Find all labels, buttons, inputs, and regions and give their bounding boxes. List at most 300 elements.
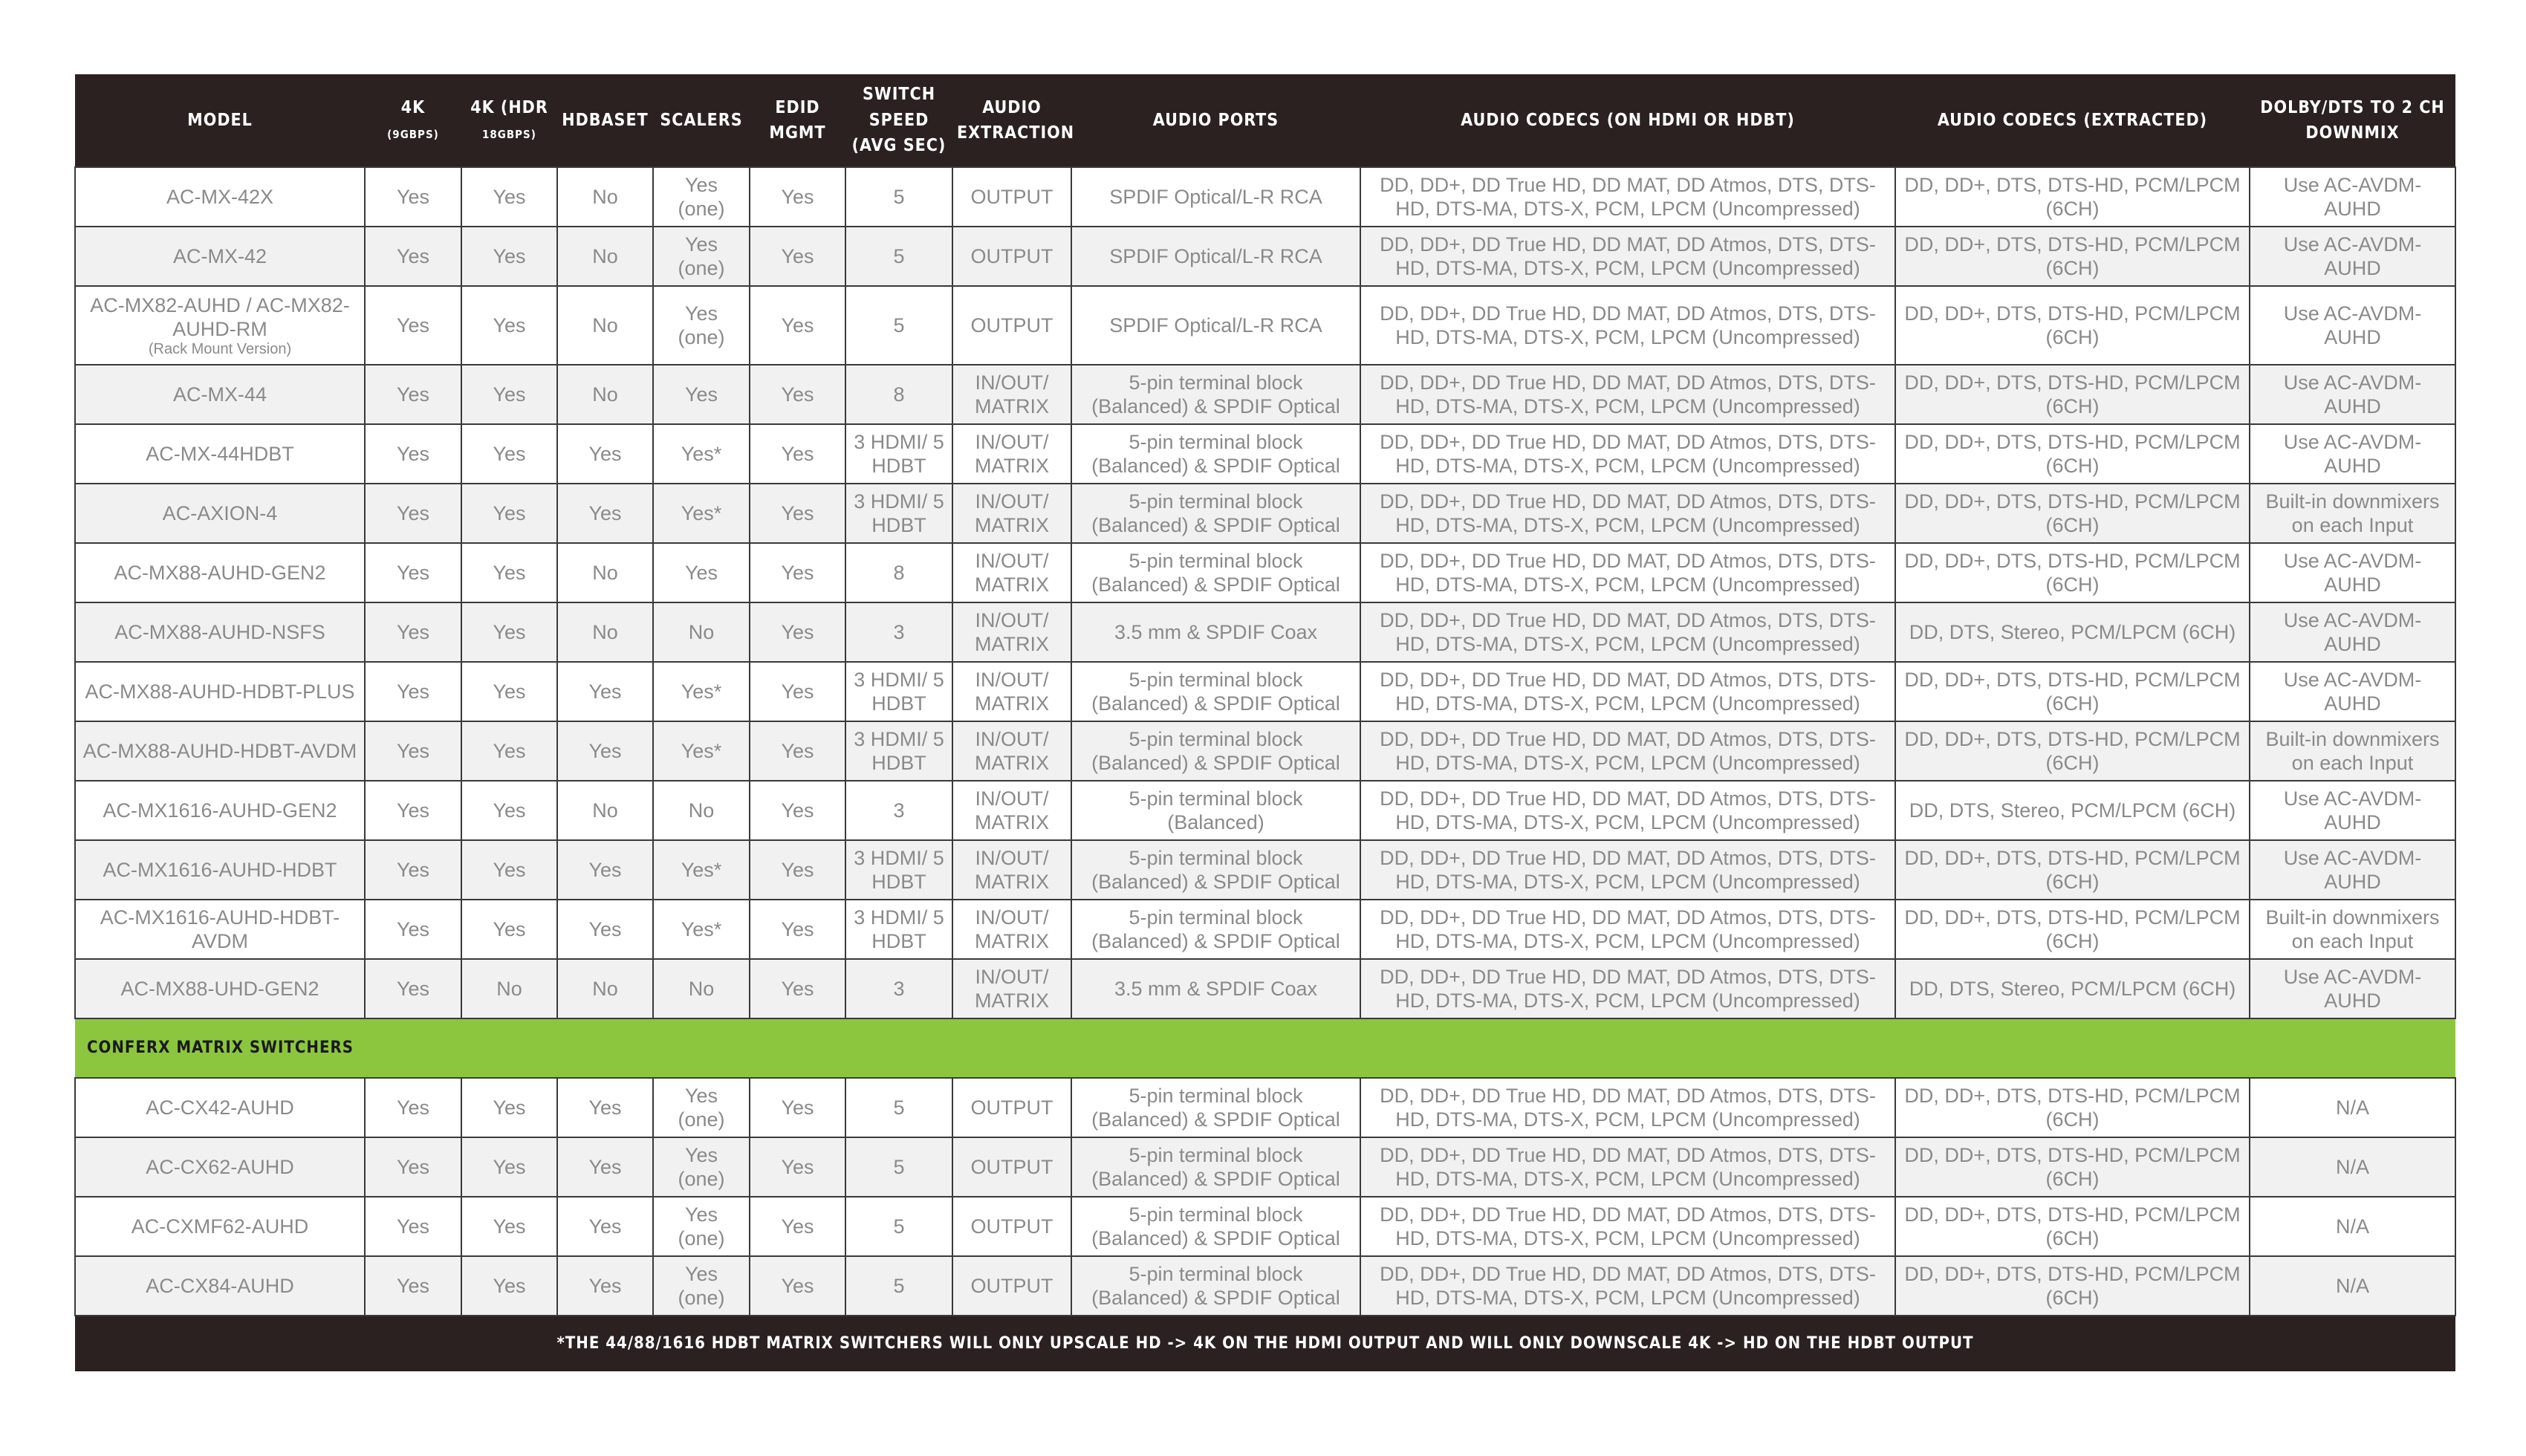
header-label: EDID — [775, 97, 820, 117]
edid-cell — [750, 1197, 845, 1256]
model-cell — [75, 167, 365, 227]
audio-codecs-extracted-cell-text: DD, DD+, DTS, DTS-HD, PCM/LPCM (6CH) — [1904, 1084, 2241, 1131]
4k-hdr-cell — [461, 1078, 557, 1137]
audio-ports-cell-text: 5-pin terminal block (Balanced) & SPDIF Optical — [1091, 549, 1340, 596]
edid-cell-text: Yes — [781, 561, 814, 584]
audio-codecs-extracted-cell — [1895, 1256, 2250, 1316]
hdbaset-cell-text: No — [592, 561, 618, 584]
table-row — [75, 424, 2455, 484]
table-row — [75, 1137, 2455, 1197]
audio-codecs-extracted-cell — [1895, 227, 2250, 286]
4k-hdr-cell-text: Yes — [493, 739, 526, 762]
4k-hdr-cell — [461, 900, 557, 959]
audio-codecs-hdmi-cell-text: DD, DD+, DD True HD, DD MAT, DD Atmos, DTS, DTS-HD, DTS-MA, DTS-X, PCM, LPCM (Uncompressed) — [1380, 727, 1876, 774]
header-audio-codecs-hdmi — [1360, 74, 1895, 167]
audio-ports-cell — [1071, 1078, 1360, 1137]
audio-ports-cell-text: SPDIF Optical/L-R RCA — [1109, 185, 1322, 208]
switch-speed-cell — [845, 1256, 952, 1316]
downmix-cell-text: Use AC-AVDM-AUHD — [2283, 549, 2422, 596]
table-row — [75, 781, 2455, 840]
audio-ports-cell-text: SPDIF Optical/L-R RCA — [1109, 244, 1322, 267]
scalers-cell — [653, 365, 750, 424]
table-row — [75, 721, 2455, 781]
audio-codecs-extracted-cell — [1895, 1137, 2250, 1197]
4k-hdr-cell-text: Yes — [493, 1215, 526, 1238]
model-cell — [75, 1078, 365, 1137]
hdbaset-cell-text: No — [592, 185, 618, 208]
header-4k — [365, 74, 461, 167]
switch-speed-cell-text: 5 — [893, 1215, 905, 1238]
scalers-cell-text: Yes* — [681, 858, 722, 881]
audio-codecs-hdmi-cell-text: DD, DD+, DD True HD, DD MAT, DD Atmos, DTS, DTS-HD, DTS-MA, DTS-X, PCM, LPCM (Uncompressed) — [1380, 1262, 1876, 1309]
audio-extraction-cell — [952, 424, 1071, 484]
audio-ports-cell-text: 5-pin terminal block (Balanced) & SPDIF Optical — [1091, 1203, 1340, 1249]
4k-cell-text: Yes — [396, 917, 430, 940]
audio-ports-cell — [1071, 840, 1360, 900]
switch-speed-cell-text: 5 — [893, 244, 905, 267]
model-cell-text: AC-MX1616-AUHD-HDBT-AVDM — [100, 906, 340, 952]
switch-speed-cell — [845, 781, 952, 840]
4k-hdr-cell-text: Yes — [493, 442, 526, 465]
hdbaset-cell — [557, 1256, 653, 1316]
4k-cell-text: Yes — [396, 1155, 430, 1178]
audio-ports-cell-text: 5-pin terminal block (Balanced) & SPDIF Optical — [1091, 668, 1340, 715]
downmix-cell-text: Built-in downmixers on each Input — [2265, 490, 2440, 536]
downmix-cell-text: N/A — [2335, 1155, 2369, 1178]
hdbaset-cell-text: Yes — [588, 917, 622, 940]
4k-cell — [365, 227, 461, 286]
header-sublabel: (9GBPS) — [387, 128, 439, 141]
footnote: *THE 44/88/1616 HDBT MATRIX SWITCHERS WILL ONLY UPSCALE HD -> 4K ON THE HDMI OUTPUT AND WILL ONLY DOWNSCALE 4K -> HD ON THE HDBT OUTPUT — [75, 1316, 2455, 1371]
scalers-cell — [653, 840, 750, 900]
audio-extraction-cell-text: OUTPUT — [970, 1274, 1053, 1297]
4k-cell — [365, 167, 461, 227]
downmix-cell — [2250, 781, 2455, 840]
audio-extraction-cell-text: OUTPUT — [970, 1215, 1053, 1238]
scalers-cell — [653, 1137, 750, 1197]
table-row — [75, 602, 2455, 662]
header-label: 4K (HDR — [470, 97, 548, 117]
footer-section — [75, 1316, 2455, 1371]
audio-codecs-extracted-cell — [1895, 840, 2250, 900]
4k-hdr-cell — [461, 721, 557, 781]
downmix-cell — [2250, 900, 2455, 959]
header-audio-codecs-extracted — [1895, 74, 2250, 167]
model-cell — [75, 286, 365, 365]
audio-codecs-hdmi-cell-text: DD, DD+, DD True HD, DD MAT, DD Atmos, DTS, DTS-HD, DTS-MA, DTS-X, PCM, LPCM (Uncompressed) — [1380, 490, 1876, 536]
downmix-cell — [2250, 1197, 2455, 1256]
scalers-cell — [653, 286, 750, 365]
hdbaset-cell-text: No — [592, 620, 618, 643]
4k-cell-text: Yes — [396, 313, 430, 337]
audio-codecs-extracted-cell — [1895, 662, 2250, 721]
audio-ports-cell-text: 5-pin terminal block (Balanced) — [1129, 787, 1303, 833]
table-row — [75, 1197, 2455, 1256]
audio-extraction-cell — [952, 227, 1071, 286]
downmix-cell-text: N/A — [2335, 1274, 2369, 1297]
4k-hdr-cell-text: Yes — [493, 858, 526, 881]
audio-ports-cell-text: 5-pin terminal block (Balanced) & SPDIF Optical — [1091, 1143, 1340, 1190]
4k-cell-text: Yes — [396, 1274, 430, 1297]
edid-cell-text: Yes — [781, 442, 814, 465]
4k-cell-text: Yes — [396, 244, 430, 267]
audio-codecs-hdmi-cell-text: DD, DD+, DD True HD, DD MAT, DD Atmos, DTS, DTS-HD, DTS-MA, DTS-X, PCM, LPCM (Uncompressed) — [1380, 1084, 1876, 1131]
edid-cell-text: Yes — [781, 244, 814, 267]
model-cell — [75, 1137, 365, 1197]
4k-hdr-cell-text: Yes — [493, 185, 526, 208]
edid-cell — [750, 365, 845, 424]
audio-ports-cell-text: 5-pin terminal block (Balanced) & SPDIF Optical — [1091, 1262, 1340, 1309]
header-label: (AVG SEC) — [851, 136, 947, 156]
scalers-cell — [653, 602, 750, 662]
4k-hdr-cell-text: Yes — [493, 1274, 526, 1297]
hdbaset-cell — [557, 781, 653, 840]
edid-cell-text: Yes — [781, 917, 814, 940]
4k-cell-text: Yes — [396, 501, 430, 524]
model-cell — [75, 900, 365, 959]
audio-extraction-cell — [952, 1137, 1071, 1197]
scalers-cell-text: Yes* — [681, 739, 722, 762]
audio-codecs-hdmi-cell-text: DD, DD+, DD True HD, DD MAT, DD Atmos, DTS, DTS-HD, DTS-MA, DTS-X, PCM, LPCM (Uncompressed) — [1380, 1203, 1876, 1249]
scalers-cell — [653, 167, 750, 227]
table-row — [75, 1256, 2455, 1316]
switch-speed-cell-text: 8 — [893, 561, 905, 584]
4k-cell — [365, 662, 461, 721]
audio-extraction-cell — [952, 484, 1071, 543]
audio-codecs-hdmi-cell — [1360, 602, 1895, 662]
audio-ports-cell-text: 5-pin terminal block (Balanced) & SPDIF Optical — [1091, 846, 1340, 893]
downmix-cell — [2250, 484, 2455, 543]
audio-extraction-cell-text: OUTPUT — [970, 185, 1053, 208]
audio-ports-cell-text: 3.5 mm & SPDIF Coax — [1114, 977, 1318, 1000]
4k-cell — [365, 1197, 461, 1256]
4k-cell — [365, 543, 461, 602]
model-cell — [75, 543, 365, 602]
scalers-cell — [653, 484, 750, 543]
table-row — [75, 1078, 2455, 1137]
scalers-cell-text: No — [688, 977, 715, 1000]
audio-codecs-extracted-cell-text: DD, DD+, DTS, DTS-HD, PCM/LPCM (6CH) — [1904, 906, 2241, 952]
4k-cell — [365, 602, 461, 662]
scalers-cell-text: No — [688, 799, 715, 822]
audio-codecs-extracted-cell-text: DD, DD+, DTS, DTS-HD, PCM/LPCM (6CH) — [1904, 302, 2241, 348]
audio-extraction-cell — [952, 721, 1071, 781]
header-downmix — [2250, 74, 2455, 167]
header-label: DOWNMIX — [2305, 123, 2400, 143]
audio-extraction-cell — [952, 286, 1071, 365]
model-cell-text: AC-MX88-AUHD-HDBT-AVDM — [82, 739, 357, 762]
audio-codecs-hdmi-cell-text: DD, DD+, DD True HD, DD MAT, DD Atmos, DTS, DTS-HD, DTS-MA, DTS-X, PCM, LPCM (Uncompressed) — [1380, 549, 1876, 596]
4k-cell-text: Yes — [396, 799, 430, 822]
scalers-cell — [653, 1197, 750, 1256]
hdbaset-cell-text: No — [592, 977, 618, 1000]
table-row — [75, 662, 2455, 721]
audio-codecs-hdmi-cell-text: DD, DD+, DD True HD, DD MAT, DD Atmos, DTS, DTS-HD, DTS-MA, DTS-X, PCM, LPCM (Uncompressed) — [1380, 787, 1876, 833]
model-cell — [75, 781, 365, 840]
scalers-cell-text: Yes (one) — [678, 233, 725, 279]
downmix-cell — [2250, 959, 2455, 1018]
downmix-cell-text: Use AC-AVDM-AUHD — [2283, 371, 2422, 417]
audio-codecs-extracted-cell-text: DD, DTS, Stereo, PCM/LPCM (6CH) — [1909, 620, 2236, 643]
model-cell — [75, 227, 365, 286]
edid-cell — [750, 1256, 845, 1316]
4k-cell-text: Yes — [396, 739, 430, 762]
audio-codecs-extracted-cell-text: DD, DD+, DTS, DTS-HD, PCM/LPCM (6CH) — [1904, 1203, 2241, 1249]
header-4k-hdr — [461, 74, 557, 167]
audio-codecs-extracted-cell — [1895, 959, 2250, 1018]
audio-ports-cell — [1071, 424, 1360, 484]
switch-speed-cell-text: 8 — [893, 383, 905, 406]
audio-ports-cell-text: 5-pin terminal block (Balanced) & SPDIF Optical — [1091, 906, 1340, 952]
audio-codecs-hdmi-cell — [1360, 167, 1895, 227]
hdbaset-cell-text: No — [592, 244, 618, 267]
4k-hdr-cell-text: Yes — [493, 383, 526, 406]
switch-speed-cell — [845, 662, 952, 721]
header-scalers — [653, 74, 750, 167]
audio-extraction-cell-text: IN/OUT/ MATRIX — [975, 787, 1049, 833]
edid-cell — [750, 484, 845, 543]
audio-extraction-cell — [952, 167, 1071, 227]
audio-codecs-extracted-cell-text: DD, DTS, Stereo, PCM/LPCM (6CH) — [1909, 799, 2236, 822]
audio-extraction-cell-text: IN/OUT/ MATRIX — [975, 668, 1049, 715]
edid-cell — [750, 167, 845, 227]
downmix-cell-text: Use AC-AVDM-AUHD — [2283, 787, 2422, 833]
header-label: DOLBY/DTS TO 2 CH — [2260, 97, 2445, 117]
audio-codecs-hdmi-cell-text: DD, DD+, DD True HD, DD MAT, DD Atmos, DTS, DTS-HD, DTS-MA, DTS-X, PCM, LPCM (Uncompressed) — [1380, 1143, 1876, 1190]
hdbaset-cell — [557, 900, 653, 959]
hdbaset-cell-text: No — [592, 383, 618, 406]
4k-cell-text: Yes — [396, 680, 430, 703]
downmix-cell — [2250, 602, 2455, 662]
audio-extraction-cell-text: OUTPUT — [970, 313, 1053, 337]
audio-extraction-cell — [952, 900, 1071, 959]
model-cell — [75, 959, 365, 1018]
audio-codecs-hdmi-cell — [1360, 959, 1895, 1018]
edid-cell-text: Yes — [781, 1096, 814, 1119]
scalers-cell-text: Yes (one) — [678, 1143, 725, 1190]
table-row — [75, 365, 2455, 424]
downmix-cell-text: Use AC-AVDM-AUHD — [2283, 608, 2422, 655]
model-cell-text: AC-MX88-AUHD-HDBT-PLUS — [85, 680, 355, 703]
header-label: MODEL — [187, 110, 253, 130]
table-row — [75, 286, 2455, 365]
audio-extraction-cell-text: OUTPUT — [970, 1155, 1053, 1178]
hdbaset-cell — [557, 602, 653, 662]
scalers-cell-text: Yes* — [681, 442, 722, 465]
switch-speed-cell — [845, 959, 952, 1018]
4k-hdr-cell-text: No — [496, 977, 522, 1000]
4k-cell-text: Yes — [396, 383, 430, 406]
4k-hdr-cell-text: Yes — [493, 680, 526, 703]
4k-hdr-cell-text: Yes — [493, 1096, 526, 1119]
model-cell-text: AC-MX-44 — [172, 383, 267, 406]
audio-codecs-hdmi-cell — [1360, 662, 1895, 721]
audio-ports-cell — [1071, 781, 1360, 840]
4k-cell-text: Yes — [396, 977, 430, 1000]
hdbaset-cell — [557, 721, 653, 781]
hdbaset-cell — [557, 1197, 653, 1256]
switch-speed-cell — [845, 543, 952, 602]
audio-ports-cell — [1071, 227, 1360, 286]
audio-ports-cell — [1071, 1256, 1360, 1316]
header-label: SWITCH SPEED — [862, 85, 936, 130]
4k-cell — [365, 1137, 461, 1197]
model-cell-text: AC-MX1616-AUHD-GEN2 — [103, 799, 337, 822]
audio-ports-cell — [1071, 484, 1360, 543]
model-cell — [75, 721, 365, 781]
hdbaset-cell-text: Yes — [588, 1096, 622, 1119]
header-label: AUDIO CODECS (EXTRACTED) — [1937, 110, 2208, 130]
edid-cell-text: Yes — [781, 1215, 814, 1238]
model-cell-text: AC-MX-44HDBT — [146, 442, 294, 465]
switch-speed-cell — [845, 900, 952, 959]
4k-cell — [365, 781, 461, 840]
audio-codecs-extracted-cell — [1895, 900, 2250, 959]
4k-cell — [365, 1256, 461, 1316]
table-row — [75, 900, 2455, 959]
4k-cell — [365, 959, 461, 1018]
header-label: AUDIO — [982, 97, 1042, 117]
audio-codecs-extracted-cell-text: DD, DD+, DTS, DTS-HD, PCM/LPCM (6CH) — [1904, 371, 2241, 417]
4k-cell-text: Yes — [396, 620, 430, 643]
table-row — [75, 227, 2455, 286]
audio-codecs-hdmi-cell — [1360, 227, 1895, 286]
4k-cell — [365, 900, 461, 959]
switch-speed-cell — [845, 1078, 952, 1137]
4k-cell-text: Yes — [396, 1215, 430, 1238]
scalers-cell — [653, 781, 750, 840]
hdbaset-cell-text: No — [592, 313, 618, 337]
switch-speed-cell — [845, 227, 952, 286]
model-cell-text: AC-AXION-4 — [162, 501, 278, 524]
audio-ports-cell-text: 5-pin terminal block (Balanced) & SPDIF Optical — [1091, 430, 1340, 477]
conferx-section — [75, 1018, 2455, 1078]
audio-ports-cell — [1071, 543, 1360, 602]
audio-codecs-hdmi-cell-text: DD, DD+, DD True HD, DD MAT, DD Atmos, DTS, DTS-HD, DTS-MA, DTS-X, PCM, LPCM (Uncompressed) — [1380, 846, 1876, 893]
4k-cell — [365, 365, 461, 424]
audio-extraction-cell — [952, 959, 1071, 1018]
scalers-cell — [653, 543, 750, 602]
scalers-cell-text: Yes* — [681, 501, 722, 524]
downmix-cell — [2250, 286, 2455, 365]
model-cell-text: AC-CX62-AUHD — [146, 1155, 294, 1178]
scalers-cell-text: Yes (one) — [678, 173, 725, 220]
hdbaset-cell — [557, 167, 653, 227]
switch-speed-cell-text: 3 — [893, 977, 905, 1000]
audio-extraction-cell-text: IN/OUT/ MATRIX — [975, 371, 1049, 417]
audio-codecs-hdmi-cell — [1360, 1078, 1895, 1137]
switch-speed-cell — [845, 286, 952, 365]
scalers-cell — [653, 1078, 750, 1137]
downmix-cell-text: Built-in downmixers on each Input — [2265, 906, 2440, 952]
audio-codecs-extracted-cell — [1895, 781, 2250, 840]
audio-codecs-hdmi-cell-text: DD, DD+, DD True HD, DD MAT, DD Atmos, DTS, DTS-HD, DTS-MA, DTS-X, PCM, LPCM (Uncompressed) — [1380, 371, 1876, 417]
downmix-cell — [2250, 365, 2455, 424]
audio-codecs-hdmi-cell — [1360, 543, 1895, 602]
4k-hdr-cell — [461, 484, 557, 543]
audio-codecs-extracted-cell-text: DD, DD+, DTS, DTS-HD, PCM/LPCM (6CH) — [1904, 846, 2241, 893]
header-audio-ports — [1071, 74, 1360, 167]
switch-speed-cell-text: 5 — [893, 1096, 905, 1119]
audio-codecs-hdmi-cell — [1360, 900, 1895, 959]
audio-ports-cell — [1071, 602, 1360, 662]
model-note: (Rack Mount Version) — [148, 341, 292, 358]
model-cell-text: AC-CXMF62-AUHD — [131, 1215, 309, 1238]
model-cell — [75, 484, 365, 543]
header-hdbaset — [557, 74, 653, 167]
switch-speed-cell-text: 3 — [893, 620, 905, 643]
switch-speed-cell-text: 5 — [893, 1274, 905, 1297]
audio-extraction-cell — [952, 1078, 1071, 1137]
model-cell-text: AC-MX88-AUHD-GEN2 — [114, 561, 326, 584]
edid-cell-text: Yes — [781, 739, 814, 762]
model-cell — [75, 424, 365, 484]
switch-speed-cell-text: 3 HDMI/ 5 HDBT — [854, 906, 944, 952]
edid-cell — [750, 840, 845, 900]
4k-cell — [365, 721, 461, 781]
model-cell-text: AC-MX88-UHD-GEN2 — [120, 977, 319, 1000]
audio-codecs-extracted-cell — [1895, 286, 2250, 365]
audio-ports-cell — [1071, 721, 1360, 781]
hdbaset-cell — [557, 484, 653, 543]
scalers-cell-text: Yes — [684, 561, 718, 584]
switch-speed-cell — [845, 602, 952, 662]
audio-codecs-hdmi-cell — [1360, 484, 1895, 543]
header-label: SCALERS — [660, 110, 743, 130]
conferx-switchers-body — [75, 1078, 2455, 1316]
audio-codecs-hdmi-cell-text: DD, DD+, DD True HD, DD MAT, DD Atmos, DTS, DTS-HD, DTS-MA, DTS-X, PCM, LPCM (Uncompressed) — [1380, 173, 1876, 220]
edid-cell — [750, 900, 845, 959]
model-cell-text: AC-CX84-AUHD — [146, 1274, 294, 1297]
audio-codecs-extracted-cell-text: DD, DD+, DTS, DTS-HD, PCM/LPCM (6CH) — [1904, 549, 2241, 596]
downmix-cell-text: Use AC-AVDM-AUHD — [2283, 846, 2422, 893]
4k-hdr-cell — [461, 167, 557, 227]
downmix-cell — [2250, 1137, 2455, 1197]
scalers-cell — [653, 900, 750, 959]
scalers-cell-text: Yes* — [681, 680, 722, 703]
edid-cell — [750, 602, 845, 662]
audio-codecs-extracted-cell — [1895, 167, 2250, 227]
audio-ports-cell-text: 5-pin terminal block (Balanced) & SPDIF Optical — [1091, 1084, 1340, 1131]
audio-codecs-hdmi-cell — [1360, 286, 1895, 365]
model-cell-text: AC-MX-42X — [166, 185, 274, 208]
audio-codecs-extracted-cell — [1895, 543, 2250, 602]
4k-hdr-cell-text: Yes — [493, 561, 526, 584]
4k-hdr-cell-text: Yes — [493, 799, 526, 822]
table-row — [75, 167, 2455, 227]
4k-cell — [365, 286, 461, 365]
edid-cell — [750, 1137, 845, 1197]
scalers-cell — [653, 1256, 750, 1316]
model-cell — [75, 1256, 365, 1316]
hdbaset-cell — [557, 662, 653, 721]
audio-ports-cell — [1071, 959, 1360, 1018]
audio-codecs-extracted-cell — [1895, 365, 2250, 424]
section-header-row — [75, 1018, 2455, 1078]
4k-cell — [365, 424, 461, 484]
header-model — [75, 74, 365, 167]
audio-codecs-extracted-cell-text: DD, DD+, DTS, DTS-HD, PCM/LPCM (6CH) — [1904, 490, 2241, 536]
table-row — [75, 840, 2455, 900]
switch-speed-cell — [845, 365, 952, 424]
audio-extraction-cell-text: IN/OUT/ MATRIX — [975, 965, 1049, 1012]
downmix-cell — [2250, 721, 2455, 781]
hdbaset-cell — [557, 543, 653, 602]
audio-codecs-hdmi-cell — [1360, 424, 1895, 484]
audio-extraction-cell — [952, 543, 1071, 602]
model-cell — [75, 602, 365, 662]
model-cell — [75, 662, 365, 721]
